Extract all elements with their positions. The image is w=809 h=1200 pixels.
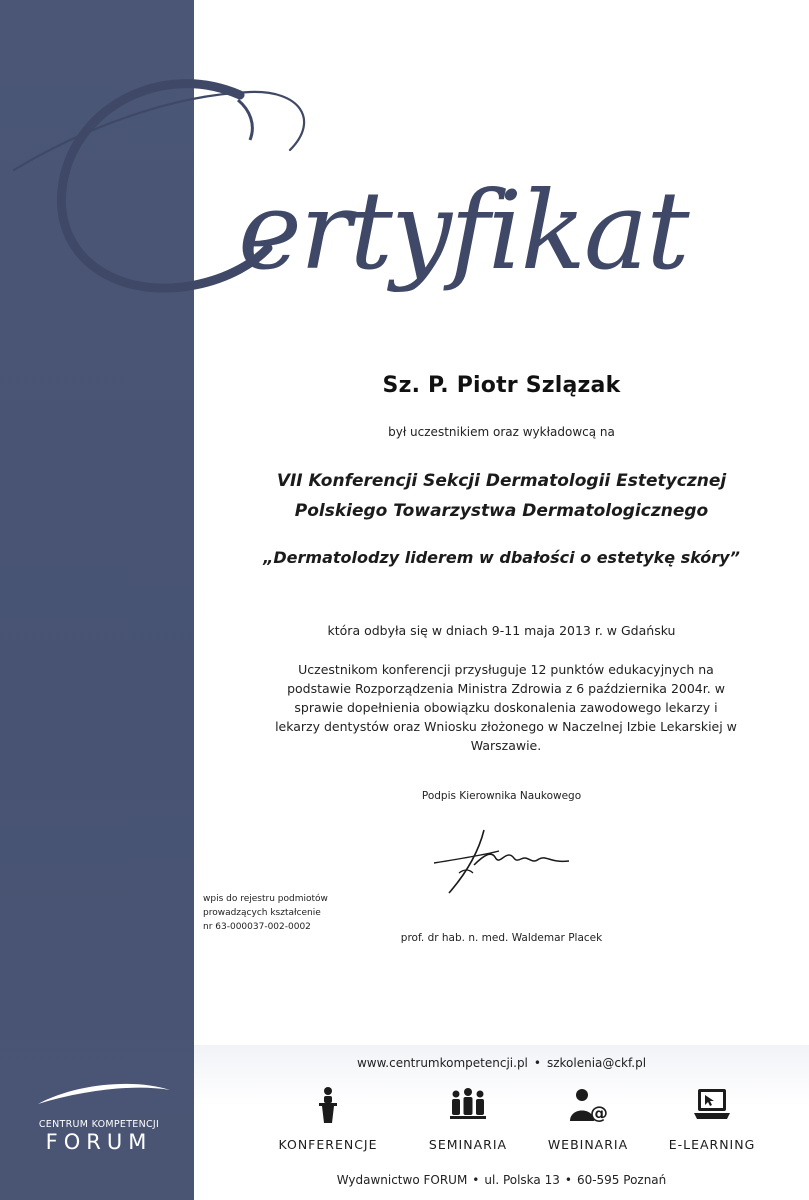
- service-label: KONFERENCJE: [278, 1137, 378, 1152]
- svg-text:ertyfikat: ertyfikat: [238, 169, 688, 294]
- service-elearning: [652, 1085, 772, 1152]
- service-webinars: [528, 1085, 648, 1152]
- registry-line: prowadzących kształcenie: [203, 908, 321, 918]
- group-people-icon: [448, 1085, 488, 1125]
- services-row: [194, 1085, 809, 1160]
- service-conferences: [268, 1085, 388, 1152]
- signature-label: Podpis Kierownika Naukowego: [421, 790, 582, 802]
- registry-note: [203, 892, 353, 934]
- title-script-art: [0, 0, 809, 360]
- points-line: sprawie dopełnienia obowiązku doskonalenia zawodowego lekarzy i: [294, 700, 718, 715]
- points-paragraph: [256, 660, 756, 755]
- footer-contacts: [194, 1056, 809, 1070]
- publisher-street: ul. Polska 13: [484, 1173, 560, 1187]
- service-label: SEMINARIA: [428, 1137, 508, 1152]
- conference-title-line-1: VII Konferencji Sekcji Dermatologii Estetycznej: [276, 471, 727, 491]
- forum-logo: [24, 1078, 174, 1158]
- signer-name: prof. dr hab. n. med. Waldemar Placek: [400, 932, 603, 944]
- points-line: Warszawie.: [470, 738, 542, 753]
- publisher-line: [194, 1173, 809, 1187]
- points-line: Uczestnikom konferencji przysługuje 12 punktów edukacyjnych na: [298, 662, 714, 677]
- person-at-sign-icon: [568, 1085, 608, 1125]
- conference-motto: „Dermatolodzy liderem w dbałości o estetykę skóry”: [263, 548, 740, 567]
- registry-line: nr 63-000037-002-0002: [203, 922, 311, 932]
- logo-top-text: CENTRUM KOMPETENCJI: [38, 1119, 160, 1130]
- points-line: lekarzy dentystów oraz Wniosku złożonego w Naczelnej Izbie Lekarskiej w: [275, 719, 737, 734]
- signature-image: [429, 825, 579, 895]
- publisher-name: Wydawnictwo FORUM: [336, 1173, 468, 1187]
- dates-line: która odbyła się w dniach 9-11 maja 2013 r. w Gdańsku: [327, 623, 676, 638]
- service-seminars: [408, 1085, 528, 1152]
- separator: •: [472, 1173, 480, 1187]
- publisher-city: 60-595 Poznań: [576, 1173, 667, 1187]
- laptop-cursor-icon: [692, 1085, 732, 1125]
- recipient-name: Sz. P. Piotr Szlązak: [382, 373, 621, 398]
- conference-title-line-2: Polskiego Towarzystwa Dermatologicznego: [294, 501, 709, 521]
- separator: •: [533, 1056, 541, 1070]
- points-line: podstawie Rozporządzenia Ministra Zdrowia z 6 października 2004r. w: [287, 681, 725, 696]
- logo-main-text: FORUM: [45, 1130, 153, 1154]
- speaker-podium-icon: [308, 1085, 348, 1125]
- separator: •: [564, 1173, 572, 1187]
- registry-line: wpis do rejestru podmiotów: [203, 894, 328, 904]
- svg-text:@: @: [590, 1103, 608, 1124]
- logo-swoosh-icon: [34, 1078, 174, 1108]
- email-link[interactable]: szkolenia@ckf.pl: [546, 1056, 647, 1070]
- website-link[interactable]: www.centrumkompetencji.pl: [356, 1056, 528, 1070]
- service-label: WEBINARIA: [547, 1137, 629, 1152]
- service-label: E-LEARNING: [668, 1137, 756, 1152]
- role-line: był uczestnikiem oraz wykładowcą na: [388, 425, 615, 439]
